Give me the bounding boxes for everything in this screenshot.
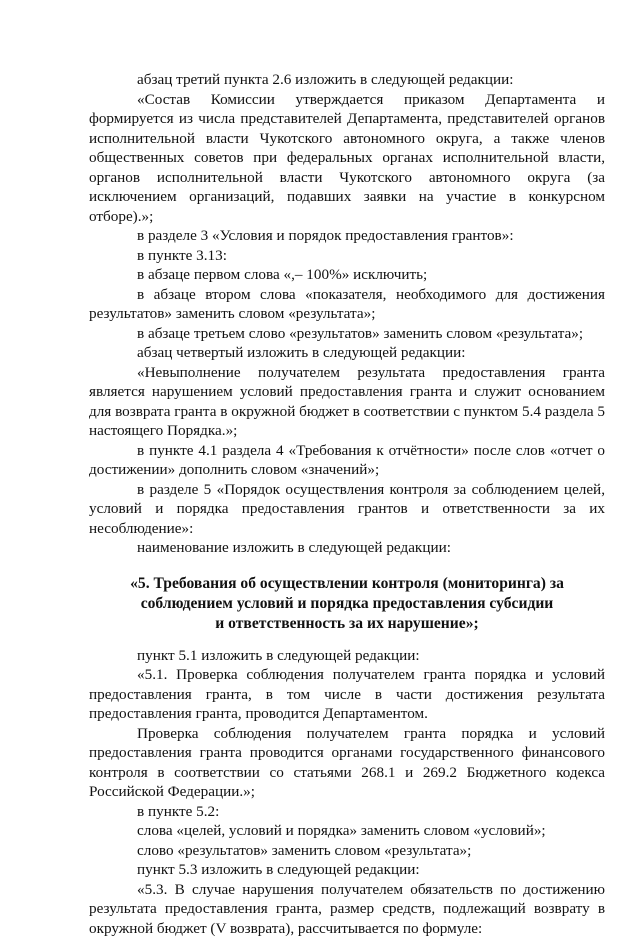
paragraph: «Невыполнение получателем результата предоставления гранта является нарушением условий предоставления гранта и служит основанием для возврата гранта в окружной бюджет в соответствии с пунктом 5.4 раздела 5 настоящего Порядка.»; xyxy=(89,363,605,441)
paragraph: в абзаце третьем слово «результатов» заменить словом «результата»; xyxy=(89,324,605,344)
paragraph: слово «результатов» заменить словом «результата»; xyxy=(89,841,605,861)
paragraph: пункт 5.1 изложить в следующей редакции: xyxy=(89,646,605,666)
heading-line: «5. Требования об осуществлении контроля (мониторинга) за xyxy=(89,574,605,594)
paragraph: абзац третий пункта 2.6 изложить в следующей редакции: xyxy=(89,70,605,90)
paragraph: слова «целей, условий и порядка» заменить словом «условий»; xyxy=(89,821,605,841)
document-page xyxy=(89,70,605,938)
heading-line: соблюдением условий и порядка предоставления субсидии xyxy=(89,594,605,614)
paragraph: в абзаце втором слова «показателя, необходимого для достижения результатов» заменить словом «результата»; xyxy=(89,285,605,324)
paragraph: «5.3. В случае нарушения получателем обязательств по достижению результата предоставления гранта, размер средств, подлежащий возврату в окружной бюджет (V возврата), рассчитывается по формуле: xyxy=(89,880,605,938)
section-heading xyxy=(89,574,605,634)
paragraph: в разделе 3 «Условия и порядок предоставления грантов»: xyxy=(89,226,605,246)
paragraph: «5.1. Проверка соблюдения получателем гранта порядка и условий предоставления гранта, в том числе в части достижения результата предоставления гранта, проводится Департаментом. xyxy=(89,665,605,724)
paragraph: абзац четвертый изложить в следующей редакции: xyxy=(89,343,605,363)
paragraph: наименование изложить в следующей редакции: xyxy=(89,538,605,558)
paragraph: в пункте 3.13: xyxy=(89,246,605,266)
paragraph: Проверка соблюдения получателем гранта порядка и условий предоставления гранта проводится органами государственного финансового контроля в соответствии со статьями 268.1 и 269.2 Бюджетного кодекса Российской Федерации.»; xyxy=(89,724,605,802)
paragraph: «Состав Комиссии утверждается приказом Департамента и формируется из числа представителей Департамента, представителей органов исполнительной власти Чукотского автономного округа, а также членов общественных советов при федеральных органах исполнительной власти, органов исполнительной власти Чукотского автономного округа (за исключением организаций, подавших заявки на участие в конкурсном отборе).»; xyxy=(89,90,605,227)
paragraph: в разделе 5 «Порядок осуществления контроля за соблюдением целей, условий и порядка предоставления грантов и ответственности за их несоблюдение»: xyxy=(89,480,605,539)
paragraph: в пункте 5.2: xyxy=(89,802,605,822)
heading-line: и ответственность за их нарушение»; xyxy=(89,614,605,634)
paragraph: пункт 5.3 изложить в следующей редакции: xyxy=(89,860,605,880)
paragraph: в пункте 4.1 раздела 4 «Требования к отчётности» после слов «отчет о достижении» дополнить словом «значений»; xyxy=(89,441,605,480)
paragraph: в абзаце первом слова «,– 100%» исключить; xyxy=(89,265,605,285)
